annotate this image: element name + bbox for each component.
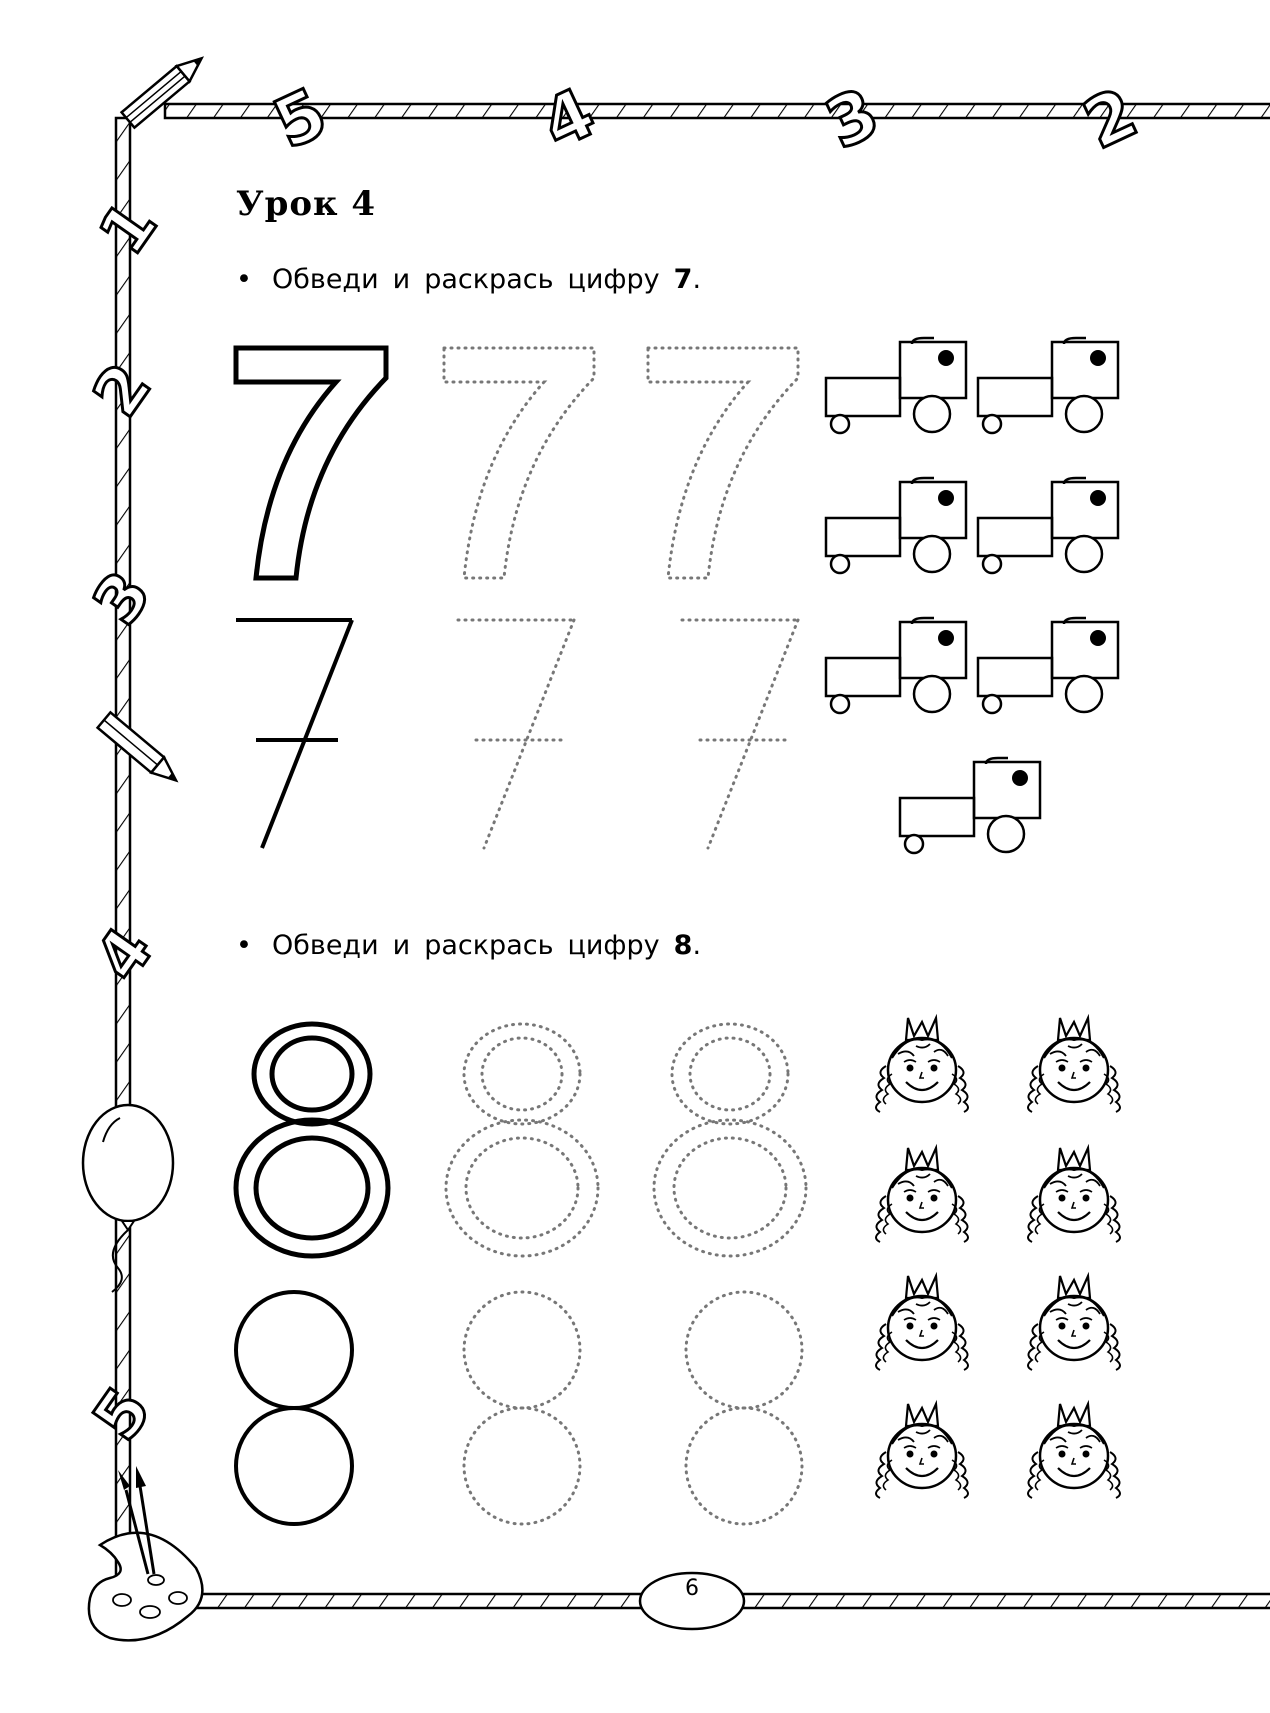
tractor-picture[interactable] — [826, 478, 966, 573]
tractor-picture[interactable] — [826, 618, 966, 713]
digit-8-dotted — [654, 1024, 806, 1256]
instruction-digit: 7 — [673, 264, 693, 295]
digit-8-outline — [236, 1024, 388, 1256]
digit-8-dotted — [446, 1024, 598, 1256]
digit-7-dotted — [444, 348, 594, 578]
tractor-picture[interactable] — [900, 758, 1040, 853]
instruction-digit: 8 — [673, 930, 693, 961]
digit-7-dotted — [648, 348, 798, 578]
instruction-word: Обведи — [272, 930, 379, 961]
tractor-picture[interactable] — [978, 478, 1118, 573]
bullet: • — [236, 930, 252, 961]
border-digits-top — [262, 74, 1148, 166]
princess-picture[interactable] — [1028, 1018, 1120, 1112]
border-digit: 5 — [262, 73, 339, 166]
instruction-word: и — [392, 930, 411, 961]
instruction-word: раскрась — [424, 264, 554, 295]
digit-8-circles-dotted — [464, 1292, 580, 1524]
princess-picture[interactable] — [876, 1018, 968, 1112]
instruction-digit-8 — [236, 930, 701, 961]
digit-8-circles-dotted — [686, 1292, 802, 1524]
tractor-picture[interactable] — [978, 618, 1118, 713]
instruction-digit-7 — [236, 264, 701, 295]
princess-picture[interactable] — [1028, 1404, 1120, 1498]
instruction-word: раскрась — [424, 930, 554, 961]
border-digit: 1 — [85, 189, 172, 269]
rope-border — [116, 104, 1270, 1608]
princess-picture[interactable] — [1028, 1148, 1120, 1242]
paint-palette-icon — [89, 1466, 203, 1640]
border-digit: 4 — [81, 915, 168, 995]
princess-picture[interactable] — [876, 1148, 968, 1242]
border-digit: 5 — [79, 1375, 166, 1455]
instruction-word: цифру — [567, 930, 660, 961]
digit-7-stroke-sample — [236, 620, 352, 848]
lesson-title: Урок 4 — [236, 184, 377, 224]
border-digit: 4 — [530, 73, 607, 166]
border-digit: 2 — [79, 351, 166, 431]
princess-picture[interactable] — [876, 1276, 968, 1370]
princess-picture[interactable] — [1028, 1276, 1120, 1370]
border-digit: 2 — [1072, 73, 1149, 166]
digit-7-stroke-dotted — [682, 620, 798, 848]
digit-7-outline — [236, 348, 386, 578]
instruction-word: цифру — [567, 264, 660, 295]
border-digit: 3 — [814, 73, 891, 166]
tractor-picture[interactable] — [978, 338, 1118, 433]
tractor-picture[interactable] — [826, 338, 966, 433]
pencil-icon — [98, 712, 183, 788]
page-number: 6 — [685, 1576, 699, 1601]
instruction-end: . — [692, 930, 702, 961]
instruction-end: . — [692, 264, 702, 295]
instruction-word: Обведи — [272, 264, 379, 295]
bullet: • — [236, 264, 252, 295]
princess-picture[interactable] — [876, 1404, 968, 1498]
digit-7-stroke-dotted — [458, 620, 574, 848]
border-digit: 3 — [79, 559, 166, 639]
instruction-word: и — [392, 264, 411, 295]
digit-8-circles-sample — [236, 1292, 352, 1524]
